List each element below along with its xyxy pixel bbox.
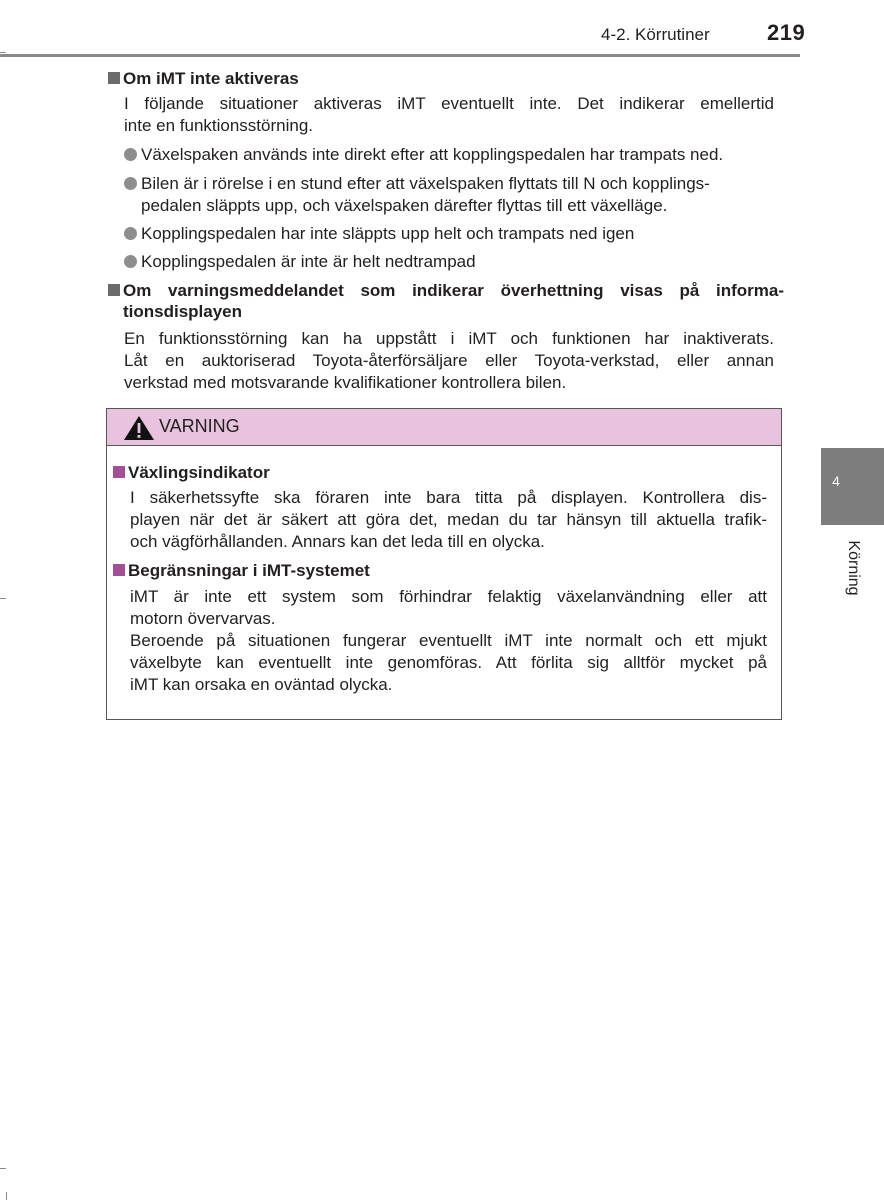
crop-mark	[0, 598, 6, 599]
warning-header	[107, 409, 781, 446]
list-item: Växelspaken används inte direkt efter att kopplingspedalen har trampats ned.	[124, 144, 781, 166]
list-item: Kopplingspedalen har inte släppts upp helt och trampats ned igen	[124, 223, 781, 245]
section-intro: I följande situationer aktiveras iMT eventuellt inte. Det indikerar emellertid inte en funktionsstörning.	[124, 94, 774, 135]
square-bullet-icon	[113, 564, 125, 576]
section-title: Om varningsmeddelandet som indikerar överhettning visas på informa- tionsdisplayen	[108, 280, 784, 322]
bullet-dot-icon	[124, 177, 137, 190]
warning-title: VARNING	[159, 416, 240, 436]
warning-item-body: iMT är inte ett system som förhindrar felaktig växelanvändning eller att motorn övervarvas. Beroende på situationen fungerar eventuellt iMT inte normalt och ett mjukt växelbyte kan eventuellt inte genomföras. Att förlita sig alltför mycket på iMT kan orsaka en oväntad olycka.	[130, 587, 767, 694]
warning-box	[106, 408, 782, 720]
chapter-tab	[821, 448, 884, 525]
page-number: 219	[767, 20, 806, 45]
section-title: Om iMT inte aktiveras	[108, 68, 784, 89]
warning-triangle-icon	[123, 415, 155, 441]
chapter-label: Körning	[845, 540, 862, 596]
bullet-dot-icon	[124, 227, 137, 240]
section-heading: 4-2. Körrutiner	[601, 25, 710, 44]
crop-mark	[0, 52, 6, 53]
warning-item-title: Begränsningar i iMT-systemet	[113, 560, 370, 581]
square-bullet-icon	[113, 466, 125, 478]
list-item: Kopplingspedalen är inte är helt nedtrampad	[124, 251, 781, 273]
warning-item-body: I säkerhetssyfte ska föraren inte bara titta på displayen. Kontrollera dis- playen när det är säkert att göra det, medan du tar hänsyn till aktuella trafik- och vägförhållanden. Annars kan det leda till en olycka.	[130, 488, 767, 551]
crop-mark	[6, 1192, 7, 1200]
header-rule	[0, 54, 800, 57]
square-bullet-icon	[108, 284, 120, 296]
chapter-number: 4	[832, 473, 840, 489]
warning-item-title: Växlingsindikator	[113, 462, 270, 483]
square-bullet-icon	[108, 72, 120, 84]
list-item: Bilen är i rörelse i en stund efter att växelspaken flyttats till N och kopplings- pedalen släppts upp, och växelspaken därefter flyttas till ett växelläge.	[124, 173, 781, 217]
bullet-dot-icon	[124, 255, 137, 268]
section-body: En funktionsstörning kan ha uppstått i iMT och funktionen har inaktiverats. Låt en auktoriserad Toyota-återförsäljare eller Toyota-verkstad, eller annan verkstad med motsvarande kvalifikationer kontrollera bilen.	[124, 329, 774, 392]
bullet-dot-icon	[124, 148, 137, 161]
crop-mark	[0, 1168, 6, 1169]
